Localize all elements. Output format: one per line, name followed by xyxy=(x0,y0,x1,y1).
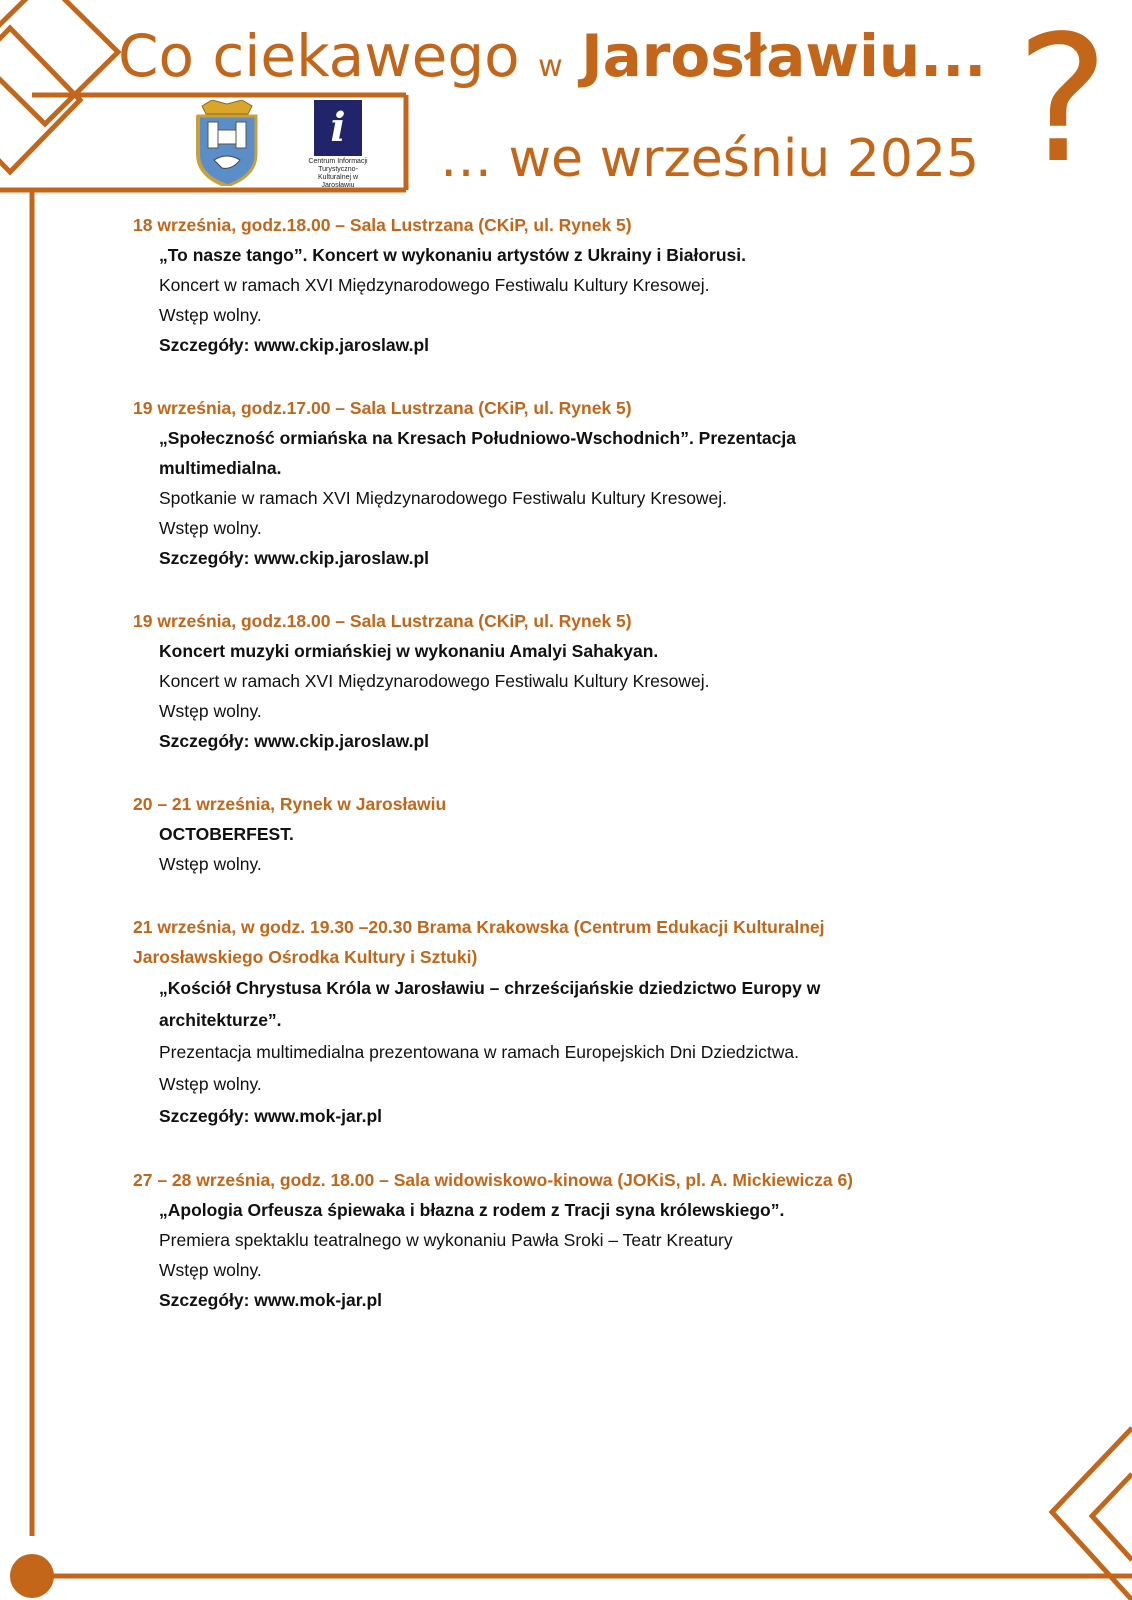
event-title: „Społeczność ormiańska na Kresach Południowo-Wschodnich”. Prezentacja multimedialna. xyxy=(159,428,796,478)
page-title xyxy=(118,14,986,109)
event-entry: Wstęp wolny. xyxy=(159,305,262,325)
event-details-link: Szczegóły: www.mok-jar.pl xyxy=(159,1106,383,1126)
event-item xyxy=(133,912,1033,1132)
event-entry: Wstęp wolny. xyxy=(159,518,262,538)
event-title: Koncert muzyki ormiańskiej w wykonaniu Amalyi Sahakyan. xyxy=(159,641,659,661)
event-title: „Kościół Chrystusa Króla w Jarosławiu – chrześcijańskie dziedzictwo Europy w architekturze”. xyxy=(159,978,821,1030)
question-mark-icon: ? xyxy=(1016,0,1109,202)
event-description: Koncert w ramach XVI Międzynarodowego Festiwalu Kultury Kresowej. xyxy=(159,275,710,295)
event-entry: Wstęp wolny. xyxy=(159,1074,262,1094)
event-details-link: Szczegóły: www.ckip.jaroslaw.pl xyxy=(159,335,430,355)
event-description: Spotkanie w ramach XVI Międzynarodowego Festiwalu Kultury Kresowej. xyxy=(159,488,728,508)
info-icon: i xyxy=(314,100,362,156)
tourist-info-logo xyxy=(306,100,370,189)
event-description: Premiera spektaklu teatralnego w wykonaniu Pawła Sroki – Teatr Kreatury xyxy=(159,1230,733,1250)
event-item xyxy=(133,210,1033,360)
page-subtitle: … we wrześniu 2025 xyxy=(440,129,980,189)
event-body xyxy=(159,423,1033,573)
event-heading: 21 września, w godz. 19.30 –20.30 Brama Krakowska (Centrum Edukacji Kulturalnej Jarosławskiego Ośrodka Kultury i Sztuki) xyxy=(133,917,825,967)
event-entry: Wstęp wolny. xyxy=(159,854,262,874)
coat-of-arms-icon xyxy=(192,100,262,186)
event-body xyxy=(159,1195,1033,1315)
event-description: Koncert w ramach XVI Międzynarodowego Festiwalu Kultury Kresowej. xyxy=(159,671,710,691)
info-logo-caption: Centrum Informacji Turystyczno-Kulturalnej w Jarosławiu xyxy=(308,158,368,189)
event-details-link: Szczegóły: www.ckip.jaroslaw.pl xyxy=(159,548,430,568)
event-item xyxy=(133,606,1033,756)
event-list xyxy=(133,210,1033,1348)
event-body xyxy=(159,240,1033,360)
event-details-link: Szczegóły: www.mok-jar.pl xyxy=(159,1290,383,1310)
event-heading: 20 – 21 września, Rynek w Jarosławiu xyxy=(133,794,447,814)
event-title: OCTOBERFEST. xyxy=(159,824,294,844)
title-city: Jarosławiu... xyxy=(581,22,987,90)
event-body xyxy=(159,972,1033,1132)
event-details-link: Szczegóły: www.ckip.jaroslaw.pl xyxy=(159,731,430,751)
event-entry: Wstęp wolny. xyxy=(159,1260,262,1280)
event-entry: Wstęp wolny. xyxy=(159,701,262,721)
event-heading: 27 – 28 września, godz. 18.00 – Sala widowiskowo-kinowa (JOKiS, pl. A. Mickiewicza 6) xyxy=(133,1170,854,1190)
title-connector: w xyxy=(538,49,563,84)
event-description: Prezentacja multimedialna prezentowana w ramach Europejskich Dni Dziedzictwa. xyxy=(159,1042,800,1062)
event-body xyxy=(159,819,1033,879)
event-body xyxy=(159,636,1033,756)
event-item xyxy=(133,789,1033,879)
event-item xyxy=(133,1165,1033,1315)
event-heading: 19 września, godz.18.00 – Sala Lustrzana (CKiP, ul. Rynek 5) xyxy=(133,611,632,631)
event-title: „To nasze tango”. Koncert w wykonaniu artystów z Ukrainy i Białorusi. xyxy=(159,245,747,265)
event-title: „Apologia Orfeusza śpiewaka i błazna z rodem z Tracji syna królewskiego”. xyxy=(159,1200,785,1220)
event-heading: 19 września, godz.17.00 – Sala Lustrzana (CKiP, ul. Rynek 5) xyxy=(133,398,632,418)
event-heading: 18 września, godz.18.00 – Sala Lustrzana (CKiP, ul. Rynek 5) xyxy=(133,215,632,235)
event-item xyxy=(133,393,1033,573)
title-part-1: Co ciekawego xyxy=(118,22,520,90)
